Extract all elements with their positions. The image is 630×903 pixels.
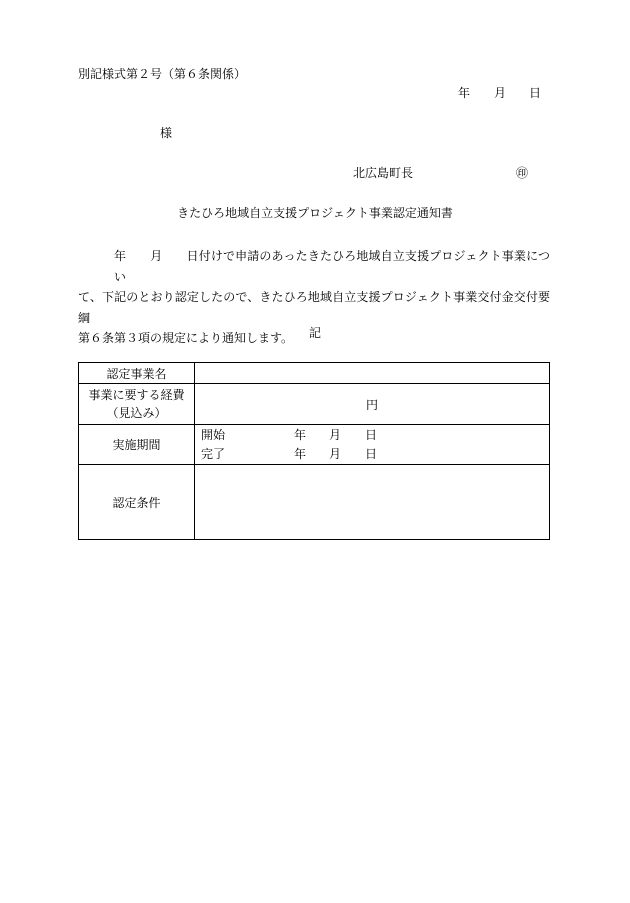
start-year: 年	[294, 427, 307, 442]
issuer-title: 北広島町長	[353, 166, 414, 180]
conditions-label: 認定条件	[79, 465, 195, 540]
end-label: 完了	[201, 446, 226, 461]
cost-label	[79, 384, 195, 425]
document-title: きたひろ地域自立支援プロジェクト事業認定通知書	[177, 206, 453, 220]
start-day: 日	[365, 427, 378, 442]
body-line1-rest: 日付けで申請のあったきたひろ地域自立支援プロジェクト事業につい	[114, 249, 550, 284]
cost-unit: 円	[365, 397, 378, 412]
row-project-name	[79, 363, 550, 384]
body-line-2: て、下記のとおり認定したので、きたひろ地域自立支援プロジェクト事業交付金交付要綱	[78, 290, 550, 325]
period-end-row	[195, 445, 549, 464]
body-line-1	[78, 246, 550, 287]
form-number: 別記様式第２号（第６条関係）	[78, 67, 247, 81]
body-line-3: 第６条第３項の規定により通知します。	[78, 331, 294, 345]
body-year: 年	[114, 249, 127, 263]
row-cost	[79, 384, 550, 425]
end-month: 月	[329, 446, 342, 461]
date-day: 日	[529, 86, 542, 100]
cost-label-line-2: （見込み）	[106, 406, 167, 420]
body-month: 月	[150, 249, 163, 263]
conditions-value	[195, 465, 550, 540]
period-label: 実施期間	[79, 425, 195, 465]
date-year: 年	[458, 86, 471, 100]
row-conditions	[79, 465, 550, 540]
period-start-row	[195, 426, 549, 445]
addressee-suffix: 様	[160, 126, 173, 140]
row-period	[79, 425, 550, 465]
end-day: 日	[365, 446, 378, 461]
cost-value	[195, 384, 550, 425]
date-month: 月	[494, 86, 507, 100]
ki-heading: 記	[308, 326, 321, 340]
project-name-label: 認定事業名	[79, 363, 195, 384]
seal-mark: ㊞	[516, 166, 529, 180]
period-value	[195, 425, 550, 465]
project-name-value	[195, 363, 550, 384]
start-month: 月	[329, 427, 342, 442]
start-label: 開始	[201, 427, 226, 442]
cost-label-line-1: 事業に要する経費	[88, 388, 185, 402]
end-year: 年	[294, 446, 307, 461]
certification-table	[78, 362, 550, 540]
